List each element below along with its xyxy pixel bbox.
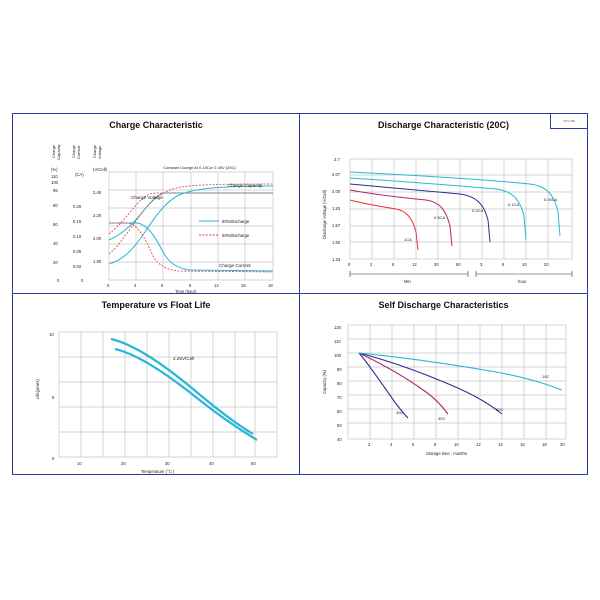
axis-ticks-temperature — [77, 461, 256, 466]
svg-text:0: 0 — [81, 278, 84, 283]
svg-text:14: 14 — [498, 442, 503, 447]
svg-text:0.10: 0.10 — [73, 234, 82, 239]
svg-text:110: 110 — [334, 339, 341, 344]
svg-text:0: 0 — [348, 262, 351, 267]
svg-text:3: 3 — [480, 262, 483, 267]
svg-text:0.05: 0.05 — [73, 249, 82, 254]
svg-text:60: 60 — [337, 409, 342, 414]
svg-text:2.20: 2.20 — [93, 213, 102, 218]
label-10c: 10C — [542, 374, 550, 379]
xlabel-storage-time: Storage time : months — [426, 451, 467, 456]
svg-text:1.80: 1.80 — [93, 259, 102, 264]
svg-text:10: 10 — [522, 262, 527, 267]
curve-float-life-lower — [115, 349, 257, 440]
curve-10c — [359, 353, 562, 390]
svg-text:2: 2 — [368, 442, 371, 447]
svg-text:0.15: 0.15 — [73, 219, 82, 224]
svg-text:10: 10 — [77, 461, 82, 466]
svg-text:100: 100 — [334, 353, 341, 358]
unit-capacity: (%) — [51, 167, 58, 172]
label-005ca: 0.05CA — [544, 197, 558, 202]
legend-label-80: 80%Discharge — [222, 219, 250, 224]
chart-title-temperature: Temperature vs Float Life — [101, 300, 211, 310]
curve-40c — [359, 353, 408, 418]
svg-text:50: 50 — [337, 423, 342, 428]
axis-title-charge-current-2: Current — [76, 145, 81, 159]
svg-text:6: 6 — [412, 442, 415, 447]
svg-text:18: 18 — [268, 283, 273, 288]
svg-text:60: 60 — [53, 222, 58, 227]
svg-text:6: 6 — [161, 283, 164, 288]
ylabel-life: Life(years) — [35, 379, 40, 399]
axis-ticks-capacity-self — [334, 325, 342, 442]
svg-text:16: 16 — [520, 442, 525, 447]
legend-label-50: 50%Discharge — [222, 233, 250, 238]
svg-text:0: 0 — [107, 283, 110, 288]
chart-temperature-vs-float-life — [13, 294, 300, 474]
anno-charge-capacity: Charge Capacity — [228, 183, 263, 188]
axis-ticks-capacity — [51, 174, 60, 283]
svg-text:1.83: 1.83 — [332, 206, 341, 211]
axis-ticks-life — [49, 332, 55, 461]
axis-ticks-discharge-voltage — [332, 157, 341, 262]
svg-text:9: 9 — [189, 283, 192, 288]
label-20c: 20C — [496, 407, 504, 412]
chart-charge-characteristic — [13, 114, 300, 294]
xgroup-min: Min — [404, 279, 411, 284]
svg-text:2.40: 2.40 — [93, 190, 102, 195]
svg-text:12: 12 — [476, 442, 481, 447]
chart-self-discharge — [300, 294, 587, 474]
svg-text:6: 6 — [392, 262, 395, 267]
svg-text:1.33: 1.33 — [332, 257, 341, 262]
label-30c: 30C — [438, 416, 446, 421]
svg-text:90: 90 — [337, 367, 342, 372]
svg-text:8: 8 — [434, 442, 437, 447]
svg-text:20: 20 — [560, 442, 565, 447]
svg-text:6: 6 — [502, 262, 505, 267]
label-1ca: 1CA — [404, 237, 412, 242]
axis-title-charge-voltage-2: Voltage — [97, 145, 102, 159]
svg-text:120: 120 — [334, 325, 341, 330]
svg-text:4: 4 — [390, 442, 393, 447]
anno-charge-current: Charge Current — [219, 263, 251, 268]
svg-text:12: 12 — [412, 262, 417, 267]
svg-text:18: 18 — [542, 442, 547, 447]
svg-text:110: 110 — [51, 174, 58, 179]
svg-text:95: 95 — [53, 188, 58, 193]
legend-charge — [199, 219, 250, 238]
svg-text:0.20: 0.20 — [73, 204, 82, 209]
axis-ticks-discharge-time — [348, 262, 549, 267]
unit-current: (CA) — [75, 172, 84, 177]
chart-discharge-characteristic — [300, 114, 587, 294]
anno-charge-voltage: Charge Voltage — [131, 195, 163, 200]
xgroup-hour: hour — [518, 279, 527, 284]
anno-225v-cell: 2.25V/Cell — [173, 356, 195, 361]
axis-ticks-current — [73, 204, 84, 283]
svg-text:30: 30 — [434, 262, 439, 267]
xlabel-temperature: Temperature (°C ) — [141, 469, 175, 474]
axis-title-charge-capacity: Charge — [51, 144, 56, 158]
unit-voltage: (V/Cell) — [93, 167, 107, 172]
svg-text:1.50: 1.50 — [332, 240, 341, 245]
ylabel-discharge: Discharge Voltage (V/Cell) — [322, 189, 327, 239]
svg-text:60: 60 — [456, 262, 461, 267]
charge-note: Constant Cuarge At 0.15Ca~2.40V (25C) — [163, 165, 236, 170]
axis-group-bars — [350, 271, 572, 277]
curve-005ca — [350, 172, 560, 236]
svg-text:2.00: 2.00 — [332, 189, 341, 194]
svg-text:20: 20 — [121, 461, 126, 466]
svg-text:40: 40 — [209, 461, 214, 466]
svg-text:2.07: 2.07 — [332, 172, 341, 177]
svg-text:0.02: 0.02 — [73, 264, 82, 269]
svg-text:70: 70 — [337, 395, 342, 400]
label-05ca: 0.5CA — [434, 215, 446, 220]
svg-text:100: 100 — [51, 180, 58, 185]
plot-grid-temperature — [59, 332, 277, 457]
curve-02ca — [350, 184, 490, 242]
svg-text:15: 15 — [241, 283, 246, 288]
axis-title-charge-capacity-2: Capacity — [56, 144, 61, 160]
svg-text:20: 20 — [53, 260, 58, 265]
svg-text:1.67: 1.67 — [332, 223, 341, 228]
svg-text:2.00: 2.00 — [93, 236, 102, 241]
chart-title-charge: Charge Characteristic — [109, 120, 203, 130]
xlabel-charge: Time (hour) — [175, 289, 197, 294]
ylabel-capacity: Capacity (%) — [322, 370, 327, 394]
svg-text:80: 80 — [337, 381, 342, 386]
svg-text:2: 2 — [370, 262, 373, 267]
svg-text:0: 0 — [52, 456, 55, 461]
svg-text:2.7: 2.7 — [334, 157, 340, 162]
curve-1ca — [350, 200, 418, 250]
svg-text:30: 30 — [165, 461, 170, 466]
label-01ca: 0.1CA — [508, 202, 520, 207]
label-40c: 40C — [396, 410, 404, 415]
chart-title-self-discharge: Self Discharge Characteristics — [378, 300, 509, 310]
svg-text:5: 5 — [52, 395, 55, 400]
svg-text:3: 3 — [134, 283, 137, 288]
sheet-corner-label: UPS-080 — [550, 114, 587, 129]
axis-title-charge-current: Charge — [71, 144, 76, 158]
svg-text:12: 12 — [214, 283, 219, 288]
svg-text:40: 40 — [337, 437, 342, 442]
svg-text:50: 50 — [251, 461, 256, 466]
axis-ticks-voltage — [93, 190, 102, 264]
svg-text:40: 40 — [53, 241, 58, 246]
svg-text:0: 0 — [57, 278, 60, 283]
datasheet-panel — [12, 113, 588, 475]
svg-text:10: 10 — [49, 332, 54, 337]
axis-ticks-time — [107, 283, 273, 288]
svg-text:80: 80 — [53, 203, 58, 208]
label-02ca: 0.2CA — [472, 208, 484, 213]
svg-text:20: 20 — [544, 262, 549, 267]
chart-title-discharge: Discharge Characteristic (20C) — [377, 120, 510, 130]
axis-title-charge-voltage: Charge — [92, 144, 97, 158]
svg-text:10: 10 — [454, 442, 459, 447]
axis-ticks-storage-time — [368, 442, 565, 447]
